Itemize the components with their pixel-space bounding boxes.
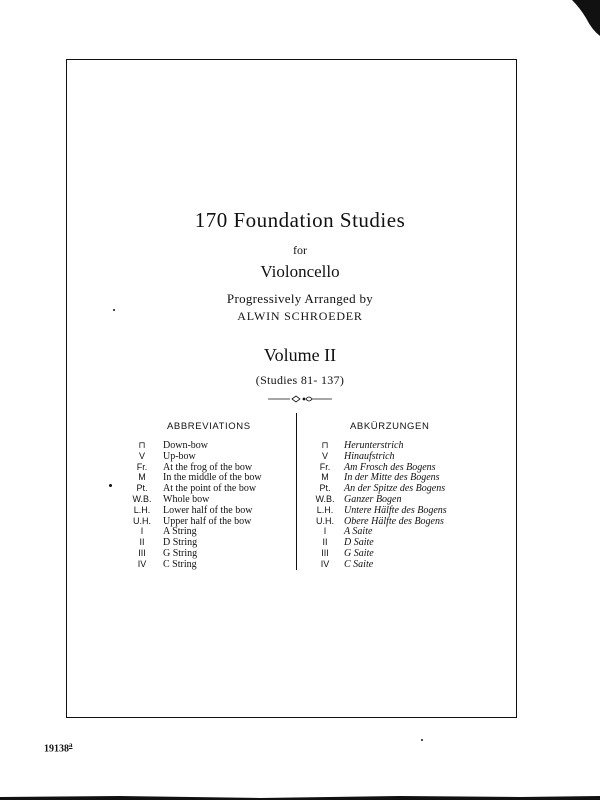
list-item xyxy=(127,494,262,505)
abbreviation: III xyxy=(138,547,146,558)
scan-speck xyxy=(109,484,112,487)
abbreviation: W.B. xyxy=(315,493,335,504)
abbreviation: II xyxy=(322,537,328,548)
german-meaning: Untere Hälfte des Bogens xyxy=(344,504,447,516)
scan-speck xyxy=(421,739,423,741)
column-divider xyxy=(296,413,297,570)
list-item xyxy=(310,440,447,451)
list-item xyxy=(310,483,447,494)
list-item xyxy=(310,505,447,516)
list-item xyxy=(127,559,262,570)
abbreviation: I xyxy=(323,526,327,537)
abbreviation: Fr. xyxy=(319,461,331,472)
abbreviation: M xyxy=(321,472,329,483)
abbreviation: Pt. xyxy=(136,483,148,494)
scan-speck xyxy=(113,309,115,311)
german-meaning: Ganzer Bogen xyxy=(344,493,402,505)
german-meaning: Herunterstrich xyxy=(344,440,404,451)
english-meaning: G String xyxy=(163,547,198,559)
scan-corner-shadow xyxy=(552,0,600,40)
plate-number-digits: 19138 xyxy=(44,743,69,755)
abbreviation: I xyxy=(140,526,144,537)
list-item xyxy=(127,526,262,537)
list-item xyxy=(310,559,447,570)
german-meaning: D Saite xyxy=(344,537,374,549)
plate-number xyxy=(44,741,73,754)
list-item xyxy=(127,548,262,559)
german-meaning: G Saite xyxy=(344,547,374,559)
list-item xyxy=(310,526,447,537)
english-meaning: At the point of the bow xyxy=(163,483,257,495)
english-meaning: C String xyxy=(163,558,197,570)
studies-range: (Studies 81- 137) xyxy=(255,373,345,387)
ornament-divider xyxy=(268,394,332,404)
german-meaning: Obere Hälfte des Bogens xyxy=(344,515,444,527)
abbreviations-list-german xyxy=(310,440,447,570)
list-item xyxy=(127,472,262,483)
list-item xyxy=(127,505,262,516)
abbreviations-list-english xyxy=(127,440,262,570)
list-item xyxy=(127,537,262,548)
abbreviation: IV xyxy=(320,558,330,569)
english-meaning: Down-bow xyxy=(163,440,208,451)
instrument-name: Violoncello xyxy=(260,262,340,281)
abbreviation: ⊓ xyxy=(138,440,146,450)
abbreviation: W.B. xyxy=(132,493,152,504)
english-meaning: A String xyxy=(163,526,197,538)
english-meaning: Lower half of the bow xyxy=(163,504,253,516)
english-meaning: Whole bow xyxy=(163,493,210,505)
abbreviation: V xyxy=(138,450,145,461)
abbreviation: III xyxy=(321,547,329,558)
list-item xyxy=(127,516,262,527)
german-meaning: An der Spitze des Bogens xyxy=(344,483,446,495)
list-item xyxy=(127,483,262,494)
list-item xyxy=(310,516,447,527)
english-meaning: Upper half of the bow xyxy=(163,515,252,527)
abbreviation: U.H. xyxy=(133,515,151,526)
page-border xyxy=(66,59,517,718)
volume-heading: Volume II xyxy=(263,345,337,365)
scan-bottom-edge xyxy=(0,793,600,800)
abbreviation: M xyxy=(138,472,146,483)
abbreviation: V xyxy=(321,450,328,461)
abbreviation: Fr. xyxy=(136,461,148,472)
german-meaning: Hinaufstrich xyxy=(344,450,395,462)
abbreviation: II xyxy=(139,537,145,548)
german-meaning: A Saite xyxy=(344,526,373,538)
for-text: for xyxy=(293,243,307,257)
english-meaning: At the frog of the bow xyxy=(163,461,253,473)
abbreviation: L.H. xyxy=(133,504,151,515)
list-item xyxy=(127,462,262,473)
english-meaning: D String xyxy=(163,537,198,549)
german-meaning: Am Frosch des Bogens xyxy=(344,461,436,473)
list-item xyxy=(127,440,262,451)
page-title: 170 Foundation Studies xyxy=(194,208,406,232)
abbreviation: U.H. xyxy=(316,515,334,526)
list-item xyxy=(310,537,447,548)
arranged-by-text: Progressively Arranged by xyxy=(226,291,374,306)
german-meaning: In der Mitte des Bogens xyxy=(344,472,440,484)
list-item xyxy=(310,548,447,559)
list-item xyxy=(310,462,447,473)
abbreviation: Pt. xyxy=(319,483,331,494)
abbreviations-heading: ABBREVIATIONS xyxy=(167,421,251,432)
english-meaning: Up-bow xyxy=(163,450,196,462)
english-meaning: In the middle of the bow xyxy=(163,472,262,484)
abbreviation: ⊓ xyxy=(321,440,329,450)
german-meaning: C Saite xyxy=(344,558,374,570)
plate-number-suffix: a xyxy=(69,741,73,749)
composer-name: ALWIN SCHROEDER xyxy=(237,309,363,323)
list-item xyxy=(310,472,447,483)
abkurzungen-heading: ABKÜRZUNGEN xyxy=(350,421,430,432)
list-item xyxy=(310,451,447,462)
list-item xyxy=(127,451,262,462)
list-item xyxy=(310,494,447,505)
abbreviation: L.H. xyxy=(316,504,334,515)
abbreviation: IV xyxy=(137,558,147,569)
